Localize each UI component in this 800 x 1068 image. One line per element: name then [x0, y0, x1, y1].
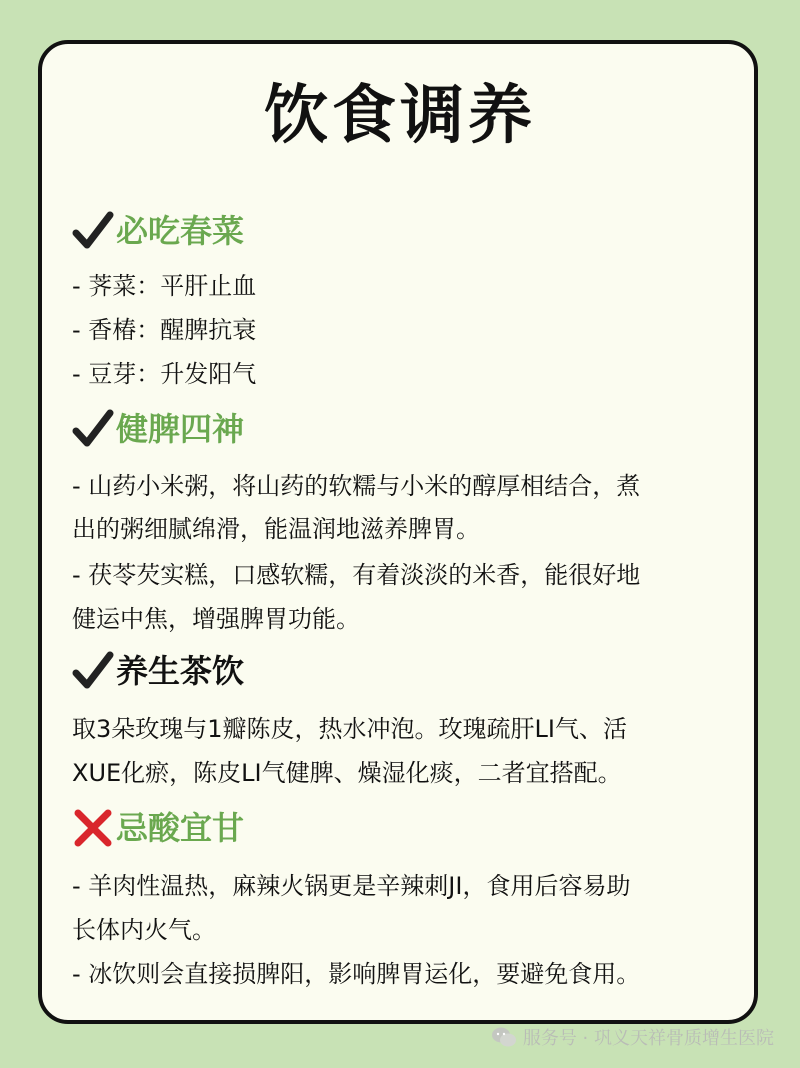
wechat-icon: [491, 1026, 517, 1048]
cross-icon: [72, 808, 114, 848]
list-item: - 香椿：醒脾抗衰: [72, 316, 257, 344]
paragraph-line: 长体内火气。: [72, 916, 216, 944]
watermark-text: 服务号 · 巩义天祥骨质增生医院: [522, 1028, 774, 1049]
section-header-avoid-sour: [72, 806, 244, 850]
paragraph-line: XUE化瘀，陈皮LI气健脾、燥湿化痰，二者宜搭配。: [72, 759, 622, 787]
check-icon: [72, 211, 114, 251]
section-header-spleen-herbs: [72, 407, 244, 451]
paragraph-line: 出的粥细腻绵滑，能温润地滋养脾胃。: [72, 515, 480, 543]
section-title: 健脾四神: [116, 410, 245, 448]
section-title: 养生茶饮: [116, 652, 245, 690]
check-icon: [72, 409, 114, 449]
paragraph-line: - 茯苓芡实糕，口感软糯，有着淡淡的米香，能很好地: [72, 561, 641, 589]
section-header-spring-vegetables: [72, 209, 244, 253]
section-title: 必吃春菜: [116, 212, 245, 250]
section-title: 忌酸宜甘: [116, 809, 245, 847]
paragraph-line: - 山药小米粥，将山药的软糯与小米的醇厚相结合，煮: [72, 472, 641, 500]
watermark: [491, 1024, 774, 1050]
list-item: - 豆芽：升发阳气: [72, 360, 257, 388]
list-item: - 荠菜：平肝止血: [72, 272, 257, 300]
paragraph-line: - 冰饮则会直接损脾阳，影响脾胃运化，要避免食用。: [72, 960, 641, 988]
check-icon: [72, 651, 114, 691]
page-title: 饮食调养: [264, 79, 536, 153]
paragraph-line: 健运中焦，增强脾胃功能。: [72, 605, 360, 633]
paragraph-line: - 羊肉性温热，麻辣火锅更是辛辣刺JI，食用后容易助: [72, 872, 631, 900]
paragraph-line: 取3朵玫瑰与1瓣陈皮，热水冲泡。玫瑰疏肝LI气、活: [72, 715, 627, 743]
section-header-health-tea: [72, 649, 244, 693]
